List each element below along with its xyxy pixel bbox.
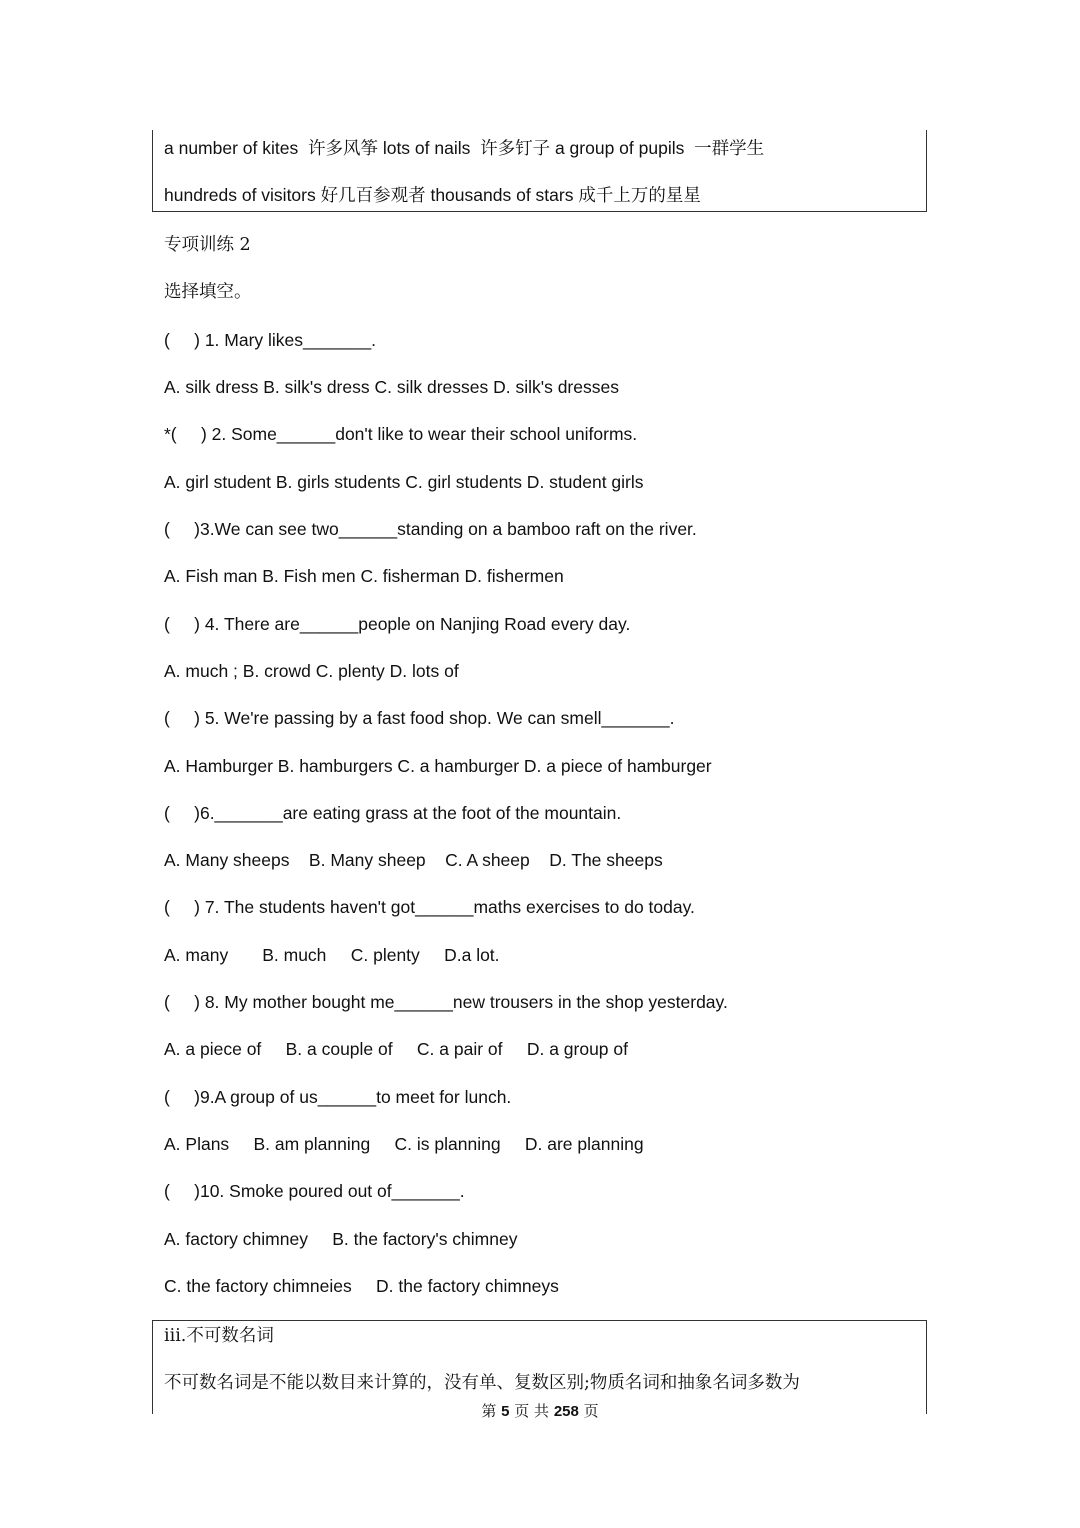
question-options: A. Fish man B. Fish men C. fisherman D. fishermen xyxy=(164,566,564,586)
question-options: A. much ; B. crowd C. plenty D. lots of xyxy=(164,661,459,681)
question-stem: ( ) 4. There are______people on Nanjing Road every day. xyxy=(164,614,631,634)
question-stem: ( ) 1. Mary likes_______. xyxy=(164,330,377,350)
question-options-continued: C. the factory chimneies D. the factory chimneys xyxy=(164,1276,559,1296)
question-stem: ( ) 8. My mother bought me______new trousers in the shop yesterday. xyxy=(164,992,728,1012)
question-options: A. Hamburger B. hamburgers C. a hamburger D. a piece of hamburger xyxy=(164,756,712,776)
question-options: A. many B. much C. plenty D.a lot. xyxy=(164,945,500,965)
question-options: A. Many sheeps B. Many sheep C. A sheep D. The sheeps xyxy=(164,850,663,870)
top-box-line-1: a number of kites 许多风筝 lots of nails 许多钉子 a group of pupils 一群学生 xyxy=(164,138,765,158)
question-stem: ( )6._______are eating grass at the foot of the mountain. xyxy=(164,803,622,823)
question-options: A. girl student B. girls students C. girl students D. student girls xyxy=(164,472,644,492)
top-box-line-2: hundreds of visitors 好几百参观者 thousands of stars 成千上万的星星 xyxy=(164,185,701,205)
section-heading-uncountable: iii.不可数名词 xyxy=(164,1326,274,1346)
question-stem: ( ) 5. We're passing by a fast food shop. We can smell_______. xyxy=(164,708,675,728)
question-stem: ( )3.We can see two______standing on a bamboo raft on the river. xyxy=(164,519,697,539)
current-page-number: 5 xyxy=(501,1403,510,1420)
question-options: A. silk dress B. silk's dress C. silk dresses D. silk's dresses xyxy=(164,377,619,397)
page-footer: 第 5 页 共 258 页 xyxy=(481,1402,599,1420)
section-instruction: 选择填空。 xyxy=(164,282,252,302)
question-options: A. factory chimney B. the factory's chimney xyxy=(164,1229,518,1249)
question-stem: *( ) 2. Some______don't like to wear their school uniforms. xyxy=(164,424,638,444)
question-stem: ( )9.A group of us______to meet for lunch. xyxy=(164,1087,512,1107)
question-options: A. a piece of B. a couple of C. a pair of D. a group of xyxy=(164,1039,628,1059)
uncountable-description: 不可数名词是不能以数目来计算的，没有单、复数区别;物质名词和抽象名词多数为 xyxy=(164,1373,800,1393)
section-title: 专项训练 2 xyxy=(164,235,251,255)
question-stem: ( )10. Smoke poured out of_______. xyxy=(164,1181,465,1201)
total-pages: 258 xyxy=(553,1403,579,1420)
question-options: A. Plans B. am planning C. is planning D. are planning xyxy=(164,1134,644,1154)
question-stem: ( ) 7. The students haven't got______maths exercises to do today. xyxy=(164,897,695,917)
